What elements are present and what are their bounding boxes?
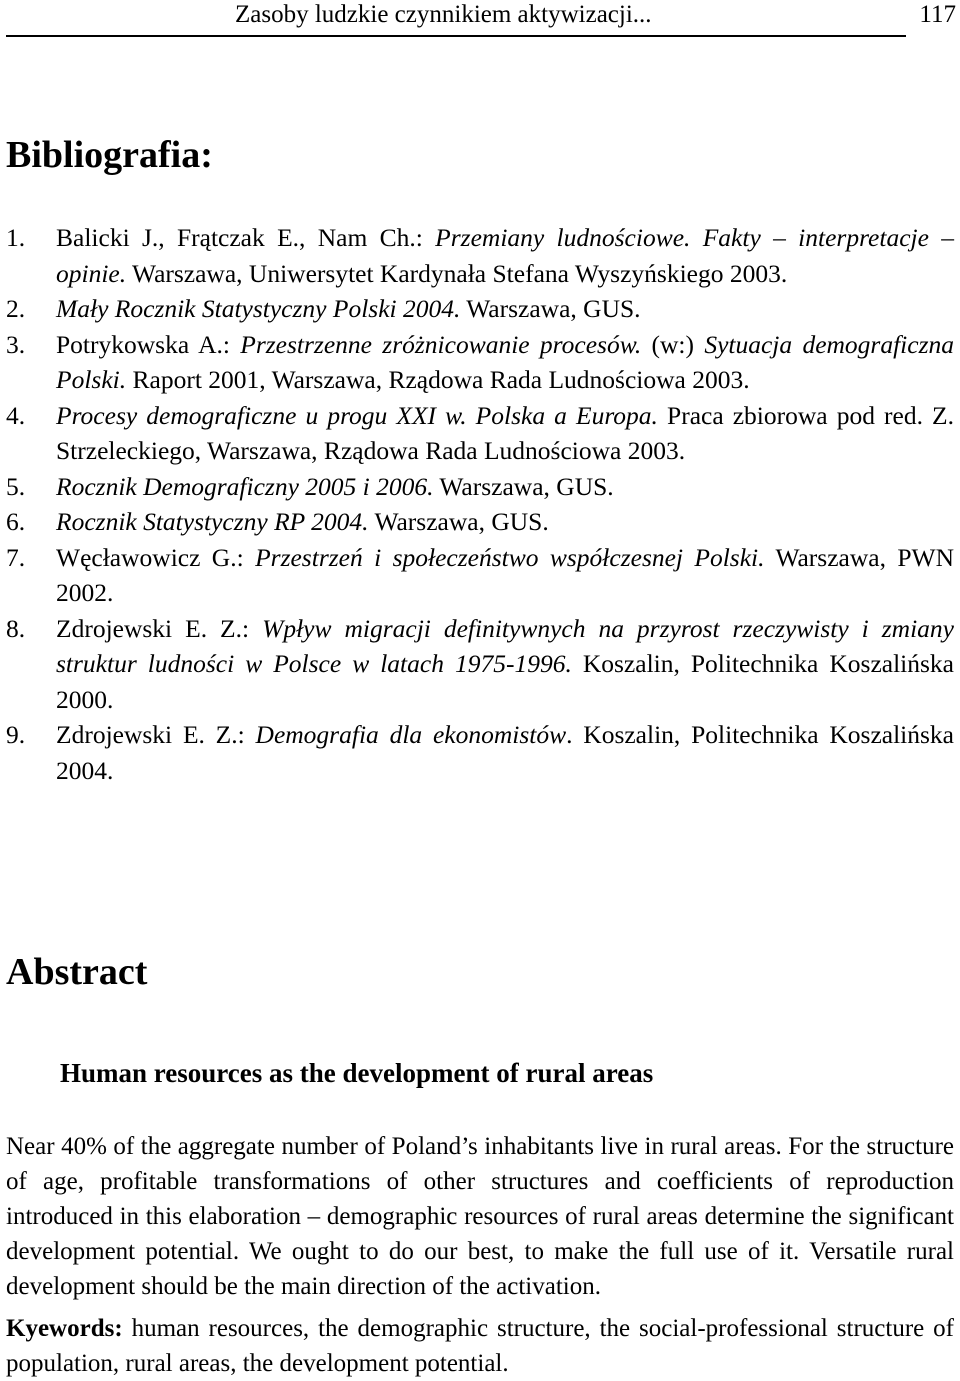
item-title: Mały Rocznik Statystyczny Polski 2004. — [56, 294, 461, 323]
list-item — [6, 611, 954, 718]
list-item — [6, 717, 954, 788]
list-item — [6, 504, 954, 540]
abstract-text: Near 40% of the aggregate number of Poland’s inhabitants live in rural areas. For the structure of age, profitable transformations of other structures and coefficients of reproduction introduced in this elaboration – demographic resources of rural areas determine the significant development potential. We ought to do our best, to make the full use of it. Versatile rural development should be the main direction of the activation. — [6, 1133, 954, 1300]
bibliography-heading: Bibliografia: — [6, 134, 213, 176]
running-header-title: Zasoby ludzkie czynnikiem aktywizacji... — [235, 1, 652, 28]
item-publisher: Praca zbiorowa pod red. Z. Strzeleckiego, Warszawa, Rządowa Rada Ludnościowa 2003. — [56, 400, 954, 465]
item-publisher: Koszalin, Politechnika Koszalińska 2000. — [56, 649, 954, 714]
page-number: 117 — [919, 1, 956, 28]
item-book-title: Sytuacja demograficzna Polski. — [56, 329, 955, 394]
item-title: Demografia dla ekonomistów — [255, 720, 567, 749]
item-publisher: Warszawa, Uniwersytet Kardynała Stefana Wyszyńskiego 2003. — [126, 258, 788, 288]
list-item — [6, 540, 954, 611]
item-title: Wpływ migracji definitywnych na przyrost rzeczywisty i zmiany struktur ludności w Polsce w latach 1975-1996. — [56, 613, 954, 678]
item-number: 1. — [6, 223, 26, 252]
list-item — [6, 327, 954, 398]
item-publisher: Warszawa, GUS. — [368, 507, 549, 536]
list-item — [6, 469, 954, 505]
item-number: 3. — [6, 329, 26, 359]
item-title: Przemiany ludnościowe. Fakty – interpretacje – opinie. — [56, 223, 955, 288]
item-number: 2. — [6, 294, 26, 323]
abstract-heading: Abstract — [6, 951, 148, 993]
running-header — [6, 0, 956, 37]
item-connector: (w:) — [641, 329, 705, 359]
item-title: Przestrzenne zróżnicowanie procesów. — [240, 329, 642, 359]
keywords-label: Kyewords: — [6, 1315, 123, 1342]
keywords-text: human resources, the demographic structure, the social-professional structure of population, rural areas, the development potential. — [6, 1315, 954, 1377]
item-number: 5. — [6, 471, 26, 501]
item-number: 8. — [6, 613, 26, 643]
item-title: Przestrzeń i społeczeństwo współczesnej Polski. — [255, 542, 765, 572]
item-title: Rocznik Statystyczny RP 2004. — [56, 507, 369, 536]
abstract-title: Human resources as the development of rural areas — [60, 1058, 654, 1088]
item-title: Procesy demograficzne u progu XXI w. Polska a Europa. — [56, 400, 658, 430]
item-publisher: Warszawa, GUS. — [433, 471, 614, 501]
list-item — [6, 398, 954, 469]
item-number: 9. — [6, 720, 26, 749]
item-number: 6. — [6, 507, 26, 536]
item-author: Zdrojewski E. Z.: — [56, 720, 256, 749]
item-author: Balicki J., Frątczak E., Nam Ch.: — [56, 223, 436, 252]
item-publisher: Raport 2001, Warszawa, Rządowa Rada Ludnościowa 2003. — [126, 365, 750, 394]
item-author: Zdrojewski E. Z.: — [56, 613, 263, 643]
item-publisher: Warszawa, GUS. — [460, 294, 641, 323]
item-author: Potrykowska A.: — [56, 329, 241, 359]
item-author: Węcławowicz G.: — [56, 542, 256, 572]
item-number: 7. — [6, 542, 26, 572]
item-number: 4. — [6, 400, 26, 430]
list-item — [6, 291, 954, 327]
list-item — [6, 220, 954, 291]
keywords — [6, 1311, 954, 1381]
bibliography-list — [6, 220, 954, 788]
item-title: Rocznik Demograficzny 2005 i 2006. — [56, 471, 434, 501]
item-publisher: Warszawa, PWN 2002. — [56, 542, 954, 607]
item-publisher: . Koszalin, Politechnika Koszalińska 2004. — [56, 720, 954, 785]
